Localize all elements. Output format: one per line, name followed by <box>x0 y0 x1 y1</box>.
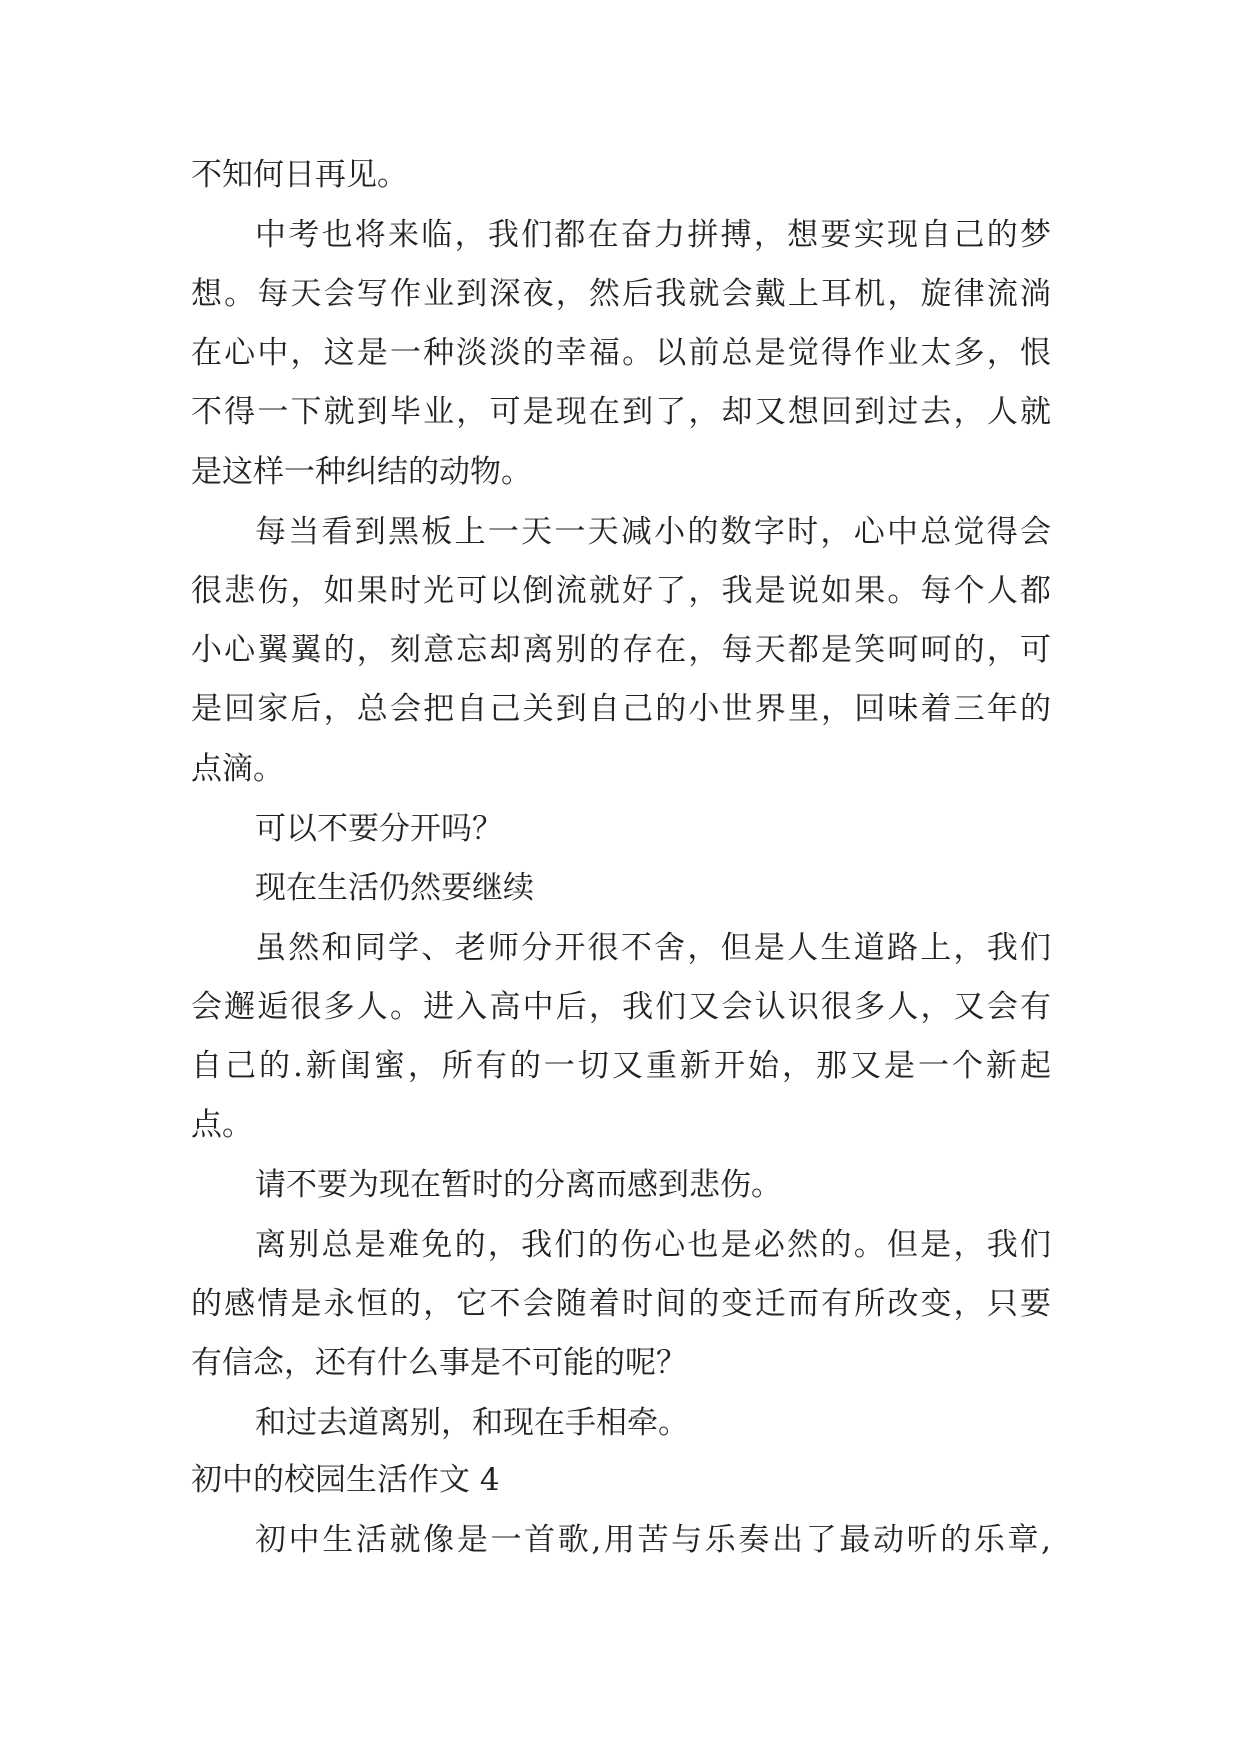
text-line: 会邂逅很多人。进入高中后，我们又会认识很多人，又会有 <box>191 989 1051 1025</box>
paragraph-first-line: 虽然和同学、老师分开很不舍，但是人生道路上，我们 <box>255 930 1051 966</box>
text-line: 的感情是永恒的，它不会随着时间的变迁而有所改变，只要 <box>191 1286 1051 1322</box>
text-line: 点。 <box>191 1107 253 1143</box>
text-line: 点滴。 <box>191 751 284 787</box>
text-line: 有信念，还有什么事是不可能的呢？ <box>191 1345 687 1381</box>
paragraph-line: 请不要为现在暂时的分离而感到悲伤。 <box>255 1167 782 1203</box>
paragraph-line: 现在生活仍然要继续 <box>255 870 534 906</box>
section-heading: 初中的校园生活作文 4 <box>191 1462 500 1498</box>
text-line: 不得一下就到毕业，可是现在到了，却又想回到过去，人就 <box>191 394 1051 430</box>
paragraph-line: 可以不要分开吗？ <box>255 811 503 847</box>
text-line: 小心翼翼的，刻意忘却离别的存在，每天都是笑呵呵的，可 <box>191 632 1051 668</box>
text-line: 自己的.新闺蜜，所有的一切又重新开始，那又是一个新起 <box>191 1048 1051 1084</box>
text-line: 是回家后，总会把自己关到自己的小世界里，回味着三年的 <box>191 691 1051 727</box>
paragraph-first-line: 初中生活就像是一首歌,用苦与乐奏出了最动听的乐章, <box>255 1522 1051 1558</box>
text-line: 想。每天会写作业到深夜，然后我就会戴上耳机，旋律流淌 <box>191 276 1051 312</box>
text-line: 很悲伤，如果时光可以倒流就好了，我是说如果。每个人都 <box>191 573 1051 609</box>
text-line: 不知何日再见。 <box>191 157 408 193</box>
text-line: 在心中，这是一种淡淡的幸福。以前总是觉得作业太多，恨 <box>191 335 1051 371</box>
text-line: 是这样一种纠结的动物。 <box>191 454 532 490</box>
paragraph-first-line: 每当看到黑板上一天一天减小的数字时，心中总觉得会 <box>255 514 1051 550</box>
paragraph-first-line: 离别总是难免的，我们的伤心也是必然的。但是，我们 <box>255 1227 1051 1263</box>
paragraph-first-line: 中考也将来临，我们都在奋力拼搏，想要实现自己的梦 <box>255 217 1051 253</box>
paragraph-line: 和过去道离别，和现在手相牵。 <box>255 1405 689 1441</box>
